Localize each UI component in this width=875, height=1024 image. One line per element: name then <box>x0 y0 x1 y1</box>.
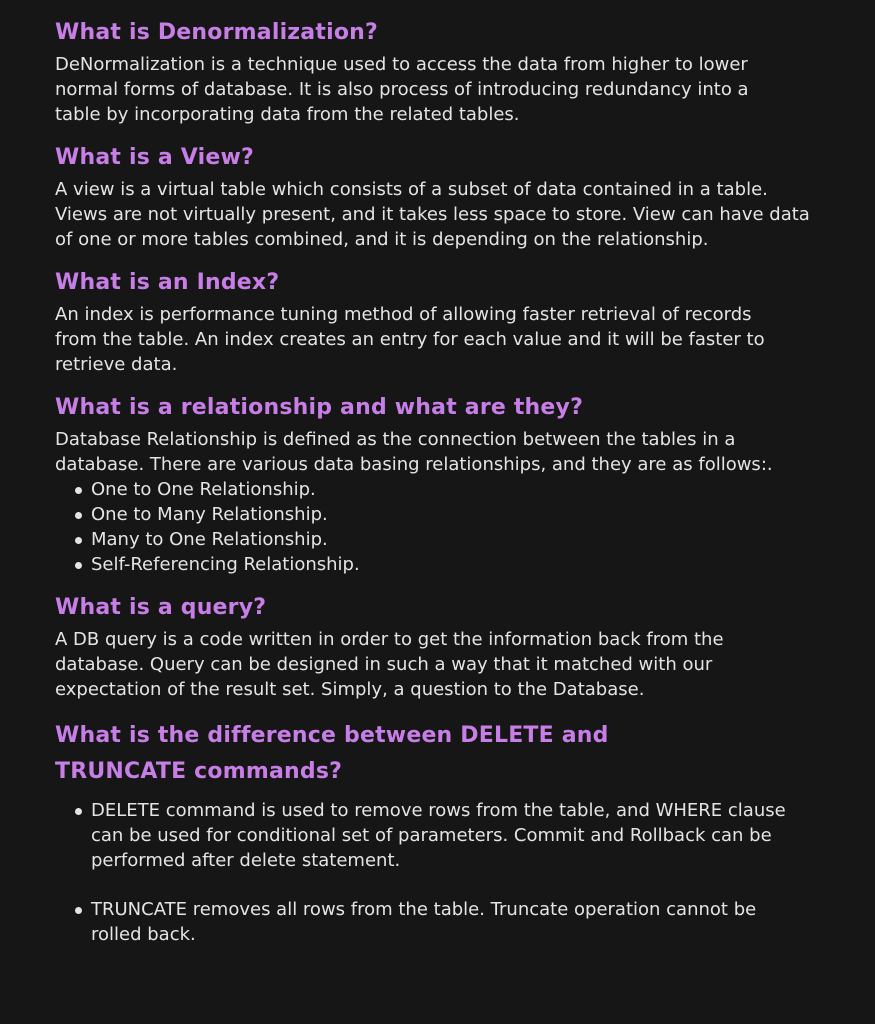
section-index <box>55 268 835 377</box>
section-denormalization <box>55 18 835 127</box>
list-item: TRUNCATE removes all rows from the table. Truncate operation cannot be rolled back. <box>73 897 793 947</box>
paragraph-relationship: Database Relationship is defined as the connection between the tables in a database. There are various data basing relationships, and they are as follows:. <box>55 429 773 475</box>
heading-relationship: What is a relationship and what are they? <box>55 395 584 420</box>
paragraph-view: A view is a virtual table which consists of a subset of data contained in a table. Views are not virtually present, and it takes less space to store. View can have data of one or more tables combined, and it is depending on the relationship. <box>55 179 810 250</box>
relationship-list <box>55 477 835 577</box>
heading-delete-truncate: What is the difference between DELETE and TRUNCATE commands? <box>55 723 609 784</box>
heading-query: What is a query? <box>55 595 267 620</box>
section-query <box>55 593 835 702</box>
section-relationship <box>55 393 835 577</box>
heading-view: What is a View? <box>55 145 254 170</box>
list-item: One to One Relationship. <box>73 477 835 502</box>
paragraph-index: An index is performance tuning method of allowing faster retrieval of records from the table. An index creates an entry for each value and it will be faster to retrieve data. <box>55 304 765 375</box>
list-item: One to Many Relationship. <box>73 502 835 527</box>
list-item: DELETE command is used to remove rows from the table, and WHERE clause can be used for conditional set of parameters. Commit and Rollback can be performed after delete statement. <box>73 798 793 873</box>
list-item: Self-Referencing Relationship. <box>73 552 835 577</box>
paragraph-query: A DB query is a code written in order to get the information back from the database. Query can be designed in such a way that it matched with our expectation of the result set. Simply, a question to the Database. <box>55 629 724 700</box>
delete-truncate-list <box>55 798 793 947</box>
paragraph-denormalization: DeNormalization is a technique used to access the data from higher to lower normal forms of database. It is also process of introducing redundancy into a table by incorporating data from the related tables. <box>55 54 749 125</box>
section-delete-truncate <box>55 718 835 947</box>
list-item: Many to One Relationship. <box>73 527 835 552</box>
section-view <box>55 143 835 252</box>
heading-denormalization: What is Denormalization? <box>55 20 378 45</box>
heading-index: What is an Index? <box>55 270 280 295</box>
